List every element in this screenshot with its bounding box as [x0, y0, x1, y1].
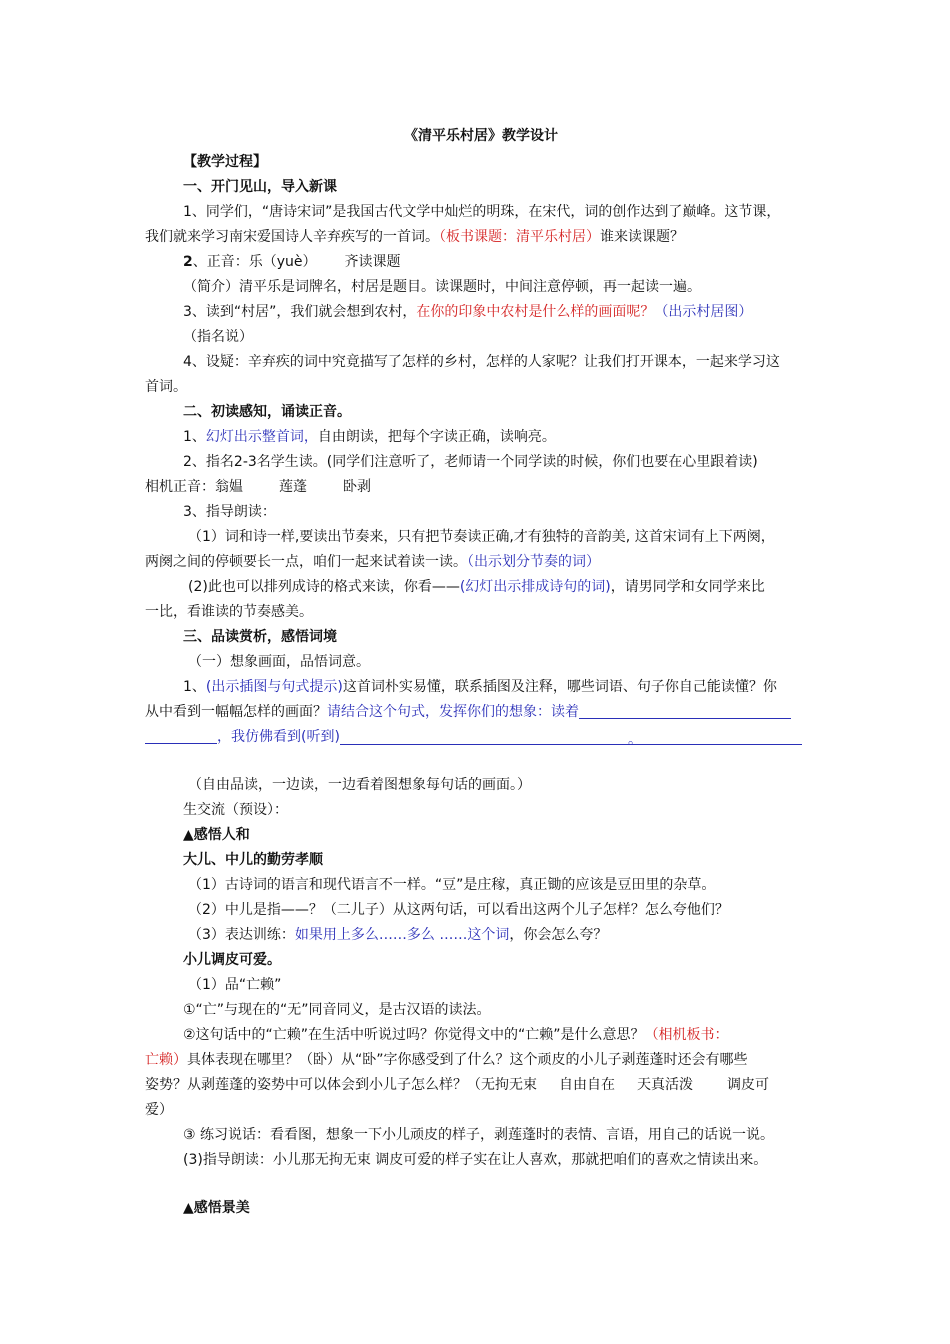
board-note: （相机板书： [644, 1027, 729, 1043]
section-3-sub1: （一）想象画面，品悟词意。 [188, 654, 370, 670]
word: 自由自在 [559, 1077, 615, 1093]
paragraph-3-3: 生交流（预设）： [183, 802, 288, 818]
slide-note: (幻灯出示排成诗句的词) [459, 579, 611, 595]
text: ，请男同学和女同学来比 [610, 579, 765, 595]
board-note: （板书课题：清平乐村居） [439, 229, 600, 245]
word: 调皮可 [727, 1077, 769, 1093]
word: 莲蓬 [279, 479, 307, 495]
board-note: 亡赖） [145, 1052, 187, 1068]
text: ，你会怎么夸？ [509, 927, 608, 943]
text: 自由朗读，把每个字读正确，读响亮。 [317, 429, 556, 445]
paragraph-2-1 [145, 425, 817, 450]
slide-note: (出示插图与句式提示) [205, 679, 343, 695]
text: 1、 [183, 429, 206, 445]
section-2-heading: 二、初读感知，诵读正音。 [183, 404, 351, 420]
word: 翁媪 [215, 479, 243, 495]
text: 具体表现在哪里？（卧）从“卧”字你感受到了什么？这个顽皮的小儿子剥莲蓬时还会有哪些 [187, 1052, 748, 1068]
slide-note: （出示划分节奏的词） [467, 554, 600, 570]
text: 姿势？从剥莲蓬的姿势中可以体会到小儿子怎么样？（无拘无束 [145, 1077, 537, 1093]
paragraph-2-4a: （1）词和诗一样,要读出节奏来，只有把节奏读正确,才有独特的音韵美, 这首宋词有上下两阕， [188, 529, 775, 545]
fill-blank-line [145, 727, 217, 744]
text: 相机正音： [145, 479, 215, 495]
paragraph-1-1b [145, 225, 817, 250]
text: （3）表达训练： [188, 927, 295, 943]
document-title: 《清平乐村居》教学设计 [404, 128, 558, 144]
sentence-pattern: ，我仿佛看到(听到) [217, 729, 340, 745]
paragraph-1-3: （简介）清平乐是词牌名，村居是题目。读课题时，中间注意停顿，再一起读一遍。 [183, 279, 701, 295]
text: 谁来读课题？ [600, 229, 684, 245]
document-body [145, 124, 817, 1221]
paragraph-3-12b [145, 1048, 817, 1073]
section-3-heading: 三、品读赏析，感悟词境 [183, 629, 337, 645]
paragraph-1-4 [145, 300, 817, 325]
paragraph-3-1a [145, 675, 817, 700]
paragraph-1-4b: （指名说） [183, 329, 253, 345]
paragraph-3-6: （1）古诗词的语言和现代语言不一样。“豆”是庄稼，真正锄的应该是豆田里的杂草。 [188, 877, 716, 893]
sub-heading-sons: 大儿、中儿的勤劳孝顺 [183, 852, 323, 868]
text: 这首词朴实易懂，联系插图及注释，哪些词语、句子你自己能读懂？你 [342, 679, 777, 695]
text: ②这句话中的“亡赖”在生活中听说过吗？你觉得文中的“亡赖”是什么意思？ [183, 1027, 645, 1043]
paragraph-1-1a [145, 200, 817, 225]
paragraph-3-13: ③ 练习说话：看看图，想象一下小儿顽皮的样子，剥莲蓬时的表情、言语，用自己的话说一说。 [183, 1127, 774, 1143]
paragraph-3-10: （1）品“亡赖” [188, 977, 282, 993]
sub-heading-youngest: 小儿调皮可爱。 [183, 952, 281, 968]
paragraph-1-5b: 首词。 [145, 379, 187, 395]
paragraph-3-2: （自由品读，一边读，一边看着图想象每句话的画面。） [188, 777, 531, 793]
paragraph-2-2b [145, 475, 817, 500]
paragraph-2-5a [145, 575, 817, 600]
sentence-pattern: 请结合这个句式，发挥你们的想象：读着 [327, 704, 579, 720]
paragraph-3-8 [145, 923, 817, 948]
section-1-heading: 一、开门见山，导入新课 [183, 179, 337, 195]
text: 两阕之间的停顿要长一点，咱们一起来试着读一读。 [145, 554, 467, 570]
paragraph-2-2a: 2、指名2-3名学生读。(同学们注意听了，老师请一个同学读的时候，你们也要在心里跟着读) [183, 454, 758, 470]
paragraph-3-1b [145, 700, 817, 725]
period: 。 [627, 732, 642, 748]
sub-heading-scenery: ▲感悟景美 [183, 1200, 250, 1216]
fill-blank-line [340, 728, 802, 748]
fill-blank-line [579, 702, 791, 719]
text: 齐读课题 [344, 254, 401, 270]
slide-note: 幻灯出示整首词， [205, 429, 318, 445]
text: 我们就来学习南宋爱国诗人辛弃疾写的一首词。 [145, 229, 439, 245]
paragraph-2-4b [145, 550, 817, 575]
text: (2)此也可以排列成诗的格式来读，你看—— [188, 579, 460, 595]
question: 在你的印象中农村是什么样的画面呢？ [416, 304, 655, 320]
text: 从中看到一幅幅怎样的画面？ [145, 704, 327, 720]
number: 2 [183, 254, 193, 270]
text: 、正音：乐（yuè） [192, 254, 317, 270]
paragraph-3-7: （2）中儿是指——？（二儿子）从这两句话，可以看出这两个儿子怎样？怎么夸他们？ [188, 902, 729, 918]
slide-note: （出示村居图） [654, 304, 753, 320]
paragraph-1-5a: 4、设疑：辛弃疾的词中究竟描写了怎样的乡村，怎样的人家呢？让我们打开课本，一起来学习这 [183, 354, 780, 370]
paragraph-3-11: ①“亡”与现在的“无”同音同义，是古汉语的读法。 [183, 1002, 491, 1018]
sub-heading-people: ▲感悟人和 [183, 827, 250, 843]
paragraph-3-1c [145, 725, 817, 750]
text: 1、同学们，“唐诗宋词”是我国古代文学中灿烂的明珠，在宋代，词的创作达到了巅峰。这节课， [183, 204, 781, 220]
section-process: 【教学过程】 [183, 154, 267, 170]
word: 卧剥 [343, 479, 371, 495]
paragraph-3-12c [145, 1073, 817, 1098]
paragraph-3-12d: 爱） [145, 1102, 173, 1118]
paragraph-2-5b: 一比，看谁读的节奏感美。 [145, 604, 313, 620]
text: 1、 [183, 679, 206, 695]
text: 3、读到“村居”，我们就会想到农村， [183, 304, 417, 320]
expression-pattern: 如果用上多么……多么 ……这个词 [294, 927, 510, 943]
word: 天真活泼 [637, 1077, 693, 1093]
paragraph-1-2 [145, 250, 817, 275]
paragraph-2-3: 3、指导朗读： [183, 504, 276, 520]
paragraph-3-14: (3)指导朗读：小儿那无拘无束 调皮可爱的样子实在让人喜欢，那就把咱们的喜欢之情读出来。 [183, 1152, 768, 1168]
paragraph-3-12a [145, 1023, 817, 1048]
